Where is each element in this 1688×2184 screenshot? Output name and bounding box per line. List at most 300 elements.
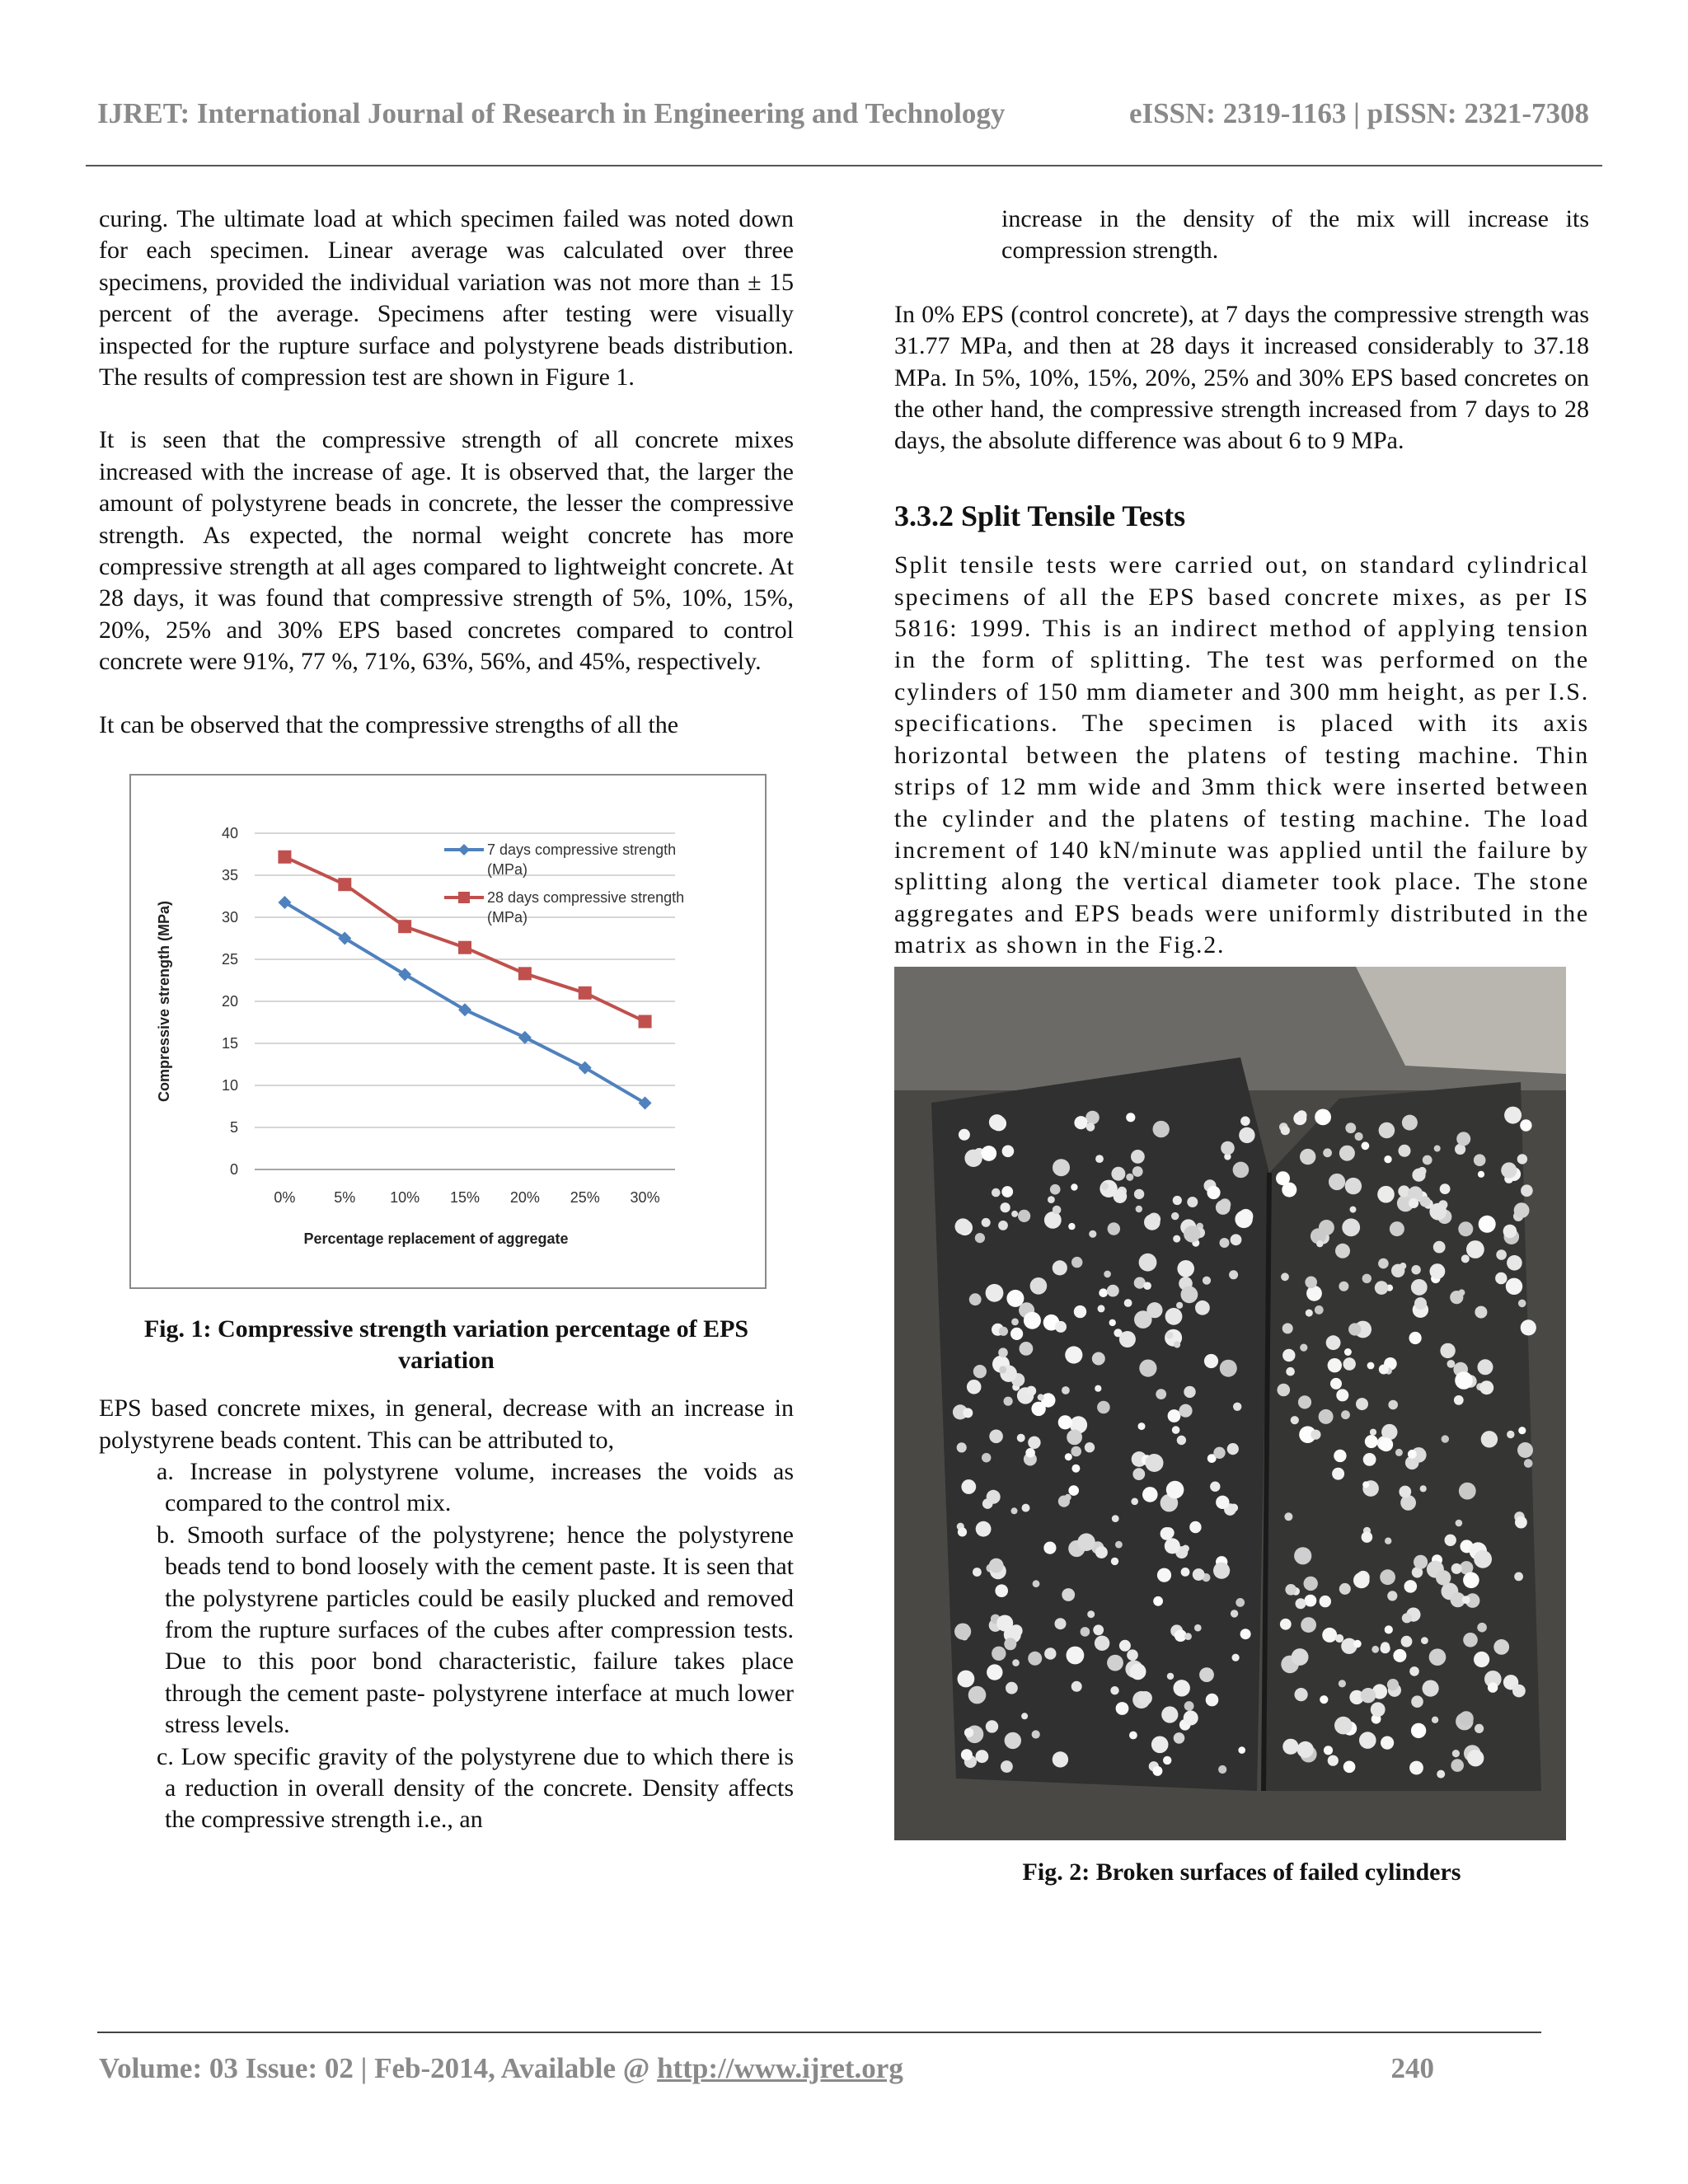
paragraph: It can be observed that the compressive strengths of all the <box>99 710 679 738</box>
eps-bead <box>986 1283 1004 1301</box>
eps-bead <box>975 1233 985 1243</box>
eps-bead <box>1139 1253 1157 1271</box>
eps-bead <box>1181 1568 1190 1577</box>
eps-bead <box>1479 1215 1496 1232</box>
x-axis-label: Percentage replacement of aggregate <box>303 1230 569 1248</box>
eps-bead <box>1238 1746 1245 1754</box>
eps-bead <box>998 1221 1008 1230</box>
eps-bead <box>976 1521 992 1536</box>
eps-bead <box>1134 1310 1152 1329</box>
eps-bead <box>1055 1320 1067 1332</box>
eps-bead <box>1412 1168 1425 1181</box>
reason-item <box>157 1741 794 1836</box>
eps-bead <box>1184 1633 1192 1640</box>
eps-bead <box>1323 1148 1332 1157</box>
eps-bead <box>1375 1281 1389 1295</box>
eps-bead <box>1385 1625 1393 1633</box>
eps-bead <box>1142 1487 1158 1502</box>
eps-bead <box>1124 1299 1132 1307</box>
reason-text: Increase in polystyrene volume, increases the voids as compared to the control mix. <box>165 1457 794 1517</box>
eps-bead <box>1452 1750 1460 1757</box>
eps-bead <box>1031 1401 1045 1415</box>
legend-label: 28 days compressive strength <box>487 889 685 907</box>
eps-bead <box>1479 1380 1493 1394</box>
eps-bead <box>1451 1563 1462 1573</box>
eps-bead <box>1400 1263 1406 1269</box>
eps-bead <box>1111 1557 1118 1564</box>
eps-bead <box>1071 1256 1082 1267</box>
eps-bead <box>1281 1126 1290 1135</box>
eps-bead <box>1151 1736 1169 1753</box>
y-axis-label: Compressive strength (MPa) <box>156 901 172 1103</box>
eps-bead <box>959 1128 970 1140</box>
eps-bead <box>987 1664 1002 1680</box>
eps-bead <box>1362 1481 1369 1488</box>
data-point <box>579 987 592 1000</box>
paragraph: increase in the density of the mix will increase its compression strength. <box>1001 205 1589 265</box>
eps-bead <box>1107 1284 1119 1296</box>
eps-bead <box>1367 1361 1375 1369</box>
eps-bead <box>1350 1206 1357 1212</box>
eps-bead <box>1362 1141 1370 1150</box>
eps-bead <box>1181 1286 1198 1303</box>
eps-bead <box>1131 1150 1145 1164</box>
eps-bead <box>1166 1480 1184 1498</box>
eps-bead <box>1184 1385 1195 1397</box>
eps-bead <box>1161 1706 1178 1722</box>
eps-bead <box>1018 1209 1030 1221</box>
figure-1-caption: Fig. 1: Compressive strength variation percentage of EPS variation <box>143 1315 749 1375</box>
eps-bead <box>1332 1467 1344 1479</box>
eps-bead <box>1343 1357 1356 1370</box>
eps-bead <box>1126 1173 1133 1180</box>
eps-bead <box>1068 1485 1079 1496</box>
data-point <box>278 851 291 864</box>
eps-bead <box>1233 1402 1241 1410</box>
left-column <box>99 204 794 1836</box>
eps-bead <box>1379 1364 1389 1374</box>
footer-link[interactable]: http://www.ijret.org <box>657 2052 903 2084</box>
eps-bead <box>1414 1554 1428 1568</box>
eps-bead <box>1401 1635 1413 1647</box>
eps-bead <box>1240 1629 1251 1639</box>
eps-bead <box>1296 1598 1306 1609</box>
eps-bead <box>1363 1453 1376 1466</box>
eps-bead <box>1085 1442 1095 1452</box>
eps-bead <box>995 1584 1008 1597</box>
footer-rule <box>97 2032 1541 2033</box>
eps-bead <box>1068 1222 1075 1229</box>
page-number: 240 <box>1390 2052 1434 2084</box>
eps-bead <box>1089 1230 1096 1237</box>
eps-bead <box>1146 1454 1164 1472</box>
eps-bead <box>1160 1527 1174 1540</box>
eps-bead <box>1345 1122 1356 1133</box>
eps-bead <box>1071 1446 1081 1456</box>
reason-item <box>157 1520 794 1741</box>
reason-marker: b. <box>157 1521 176 1549</box>
eps-bead <box>1475 1305 1487 1318</box>
eps-bead <box>1467 1750 1484 1766</box>
eps-bead <box>1379 1437 1393 1451</box>
eps-bead <box>1414 1297 1427 1310</box>
eps-bead <box>1095 1155 1104 1163</box>
eps-bead <box>1334 1449 1346 1461</box>
eps-bead <box>1163 1755 1171 1764</box>
eps-bead <box>1315 1305 1324 1315</box>
eps-bead <box>1329 1173 1345 1189</box>
eps-bead <box>1478 1170 1484 1177</box>
eps-bead <box>1292 1648 1309 1666</box>
eps-bead <box>1043 1541 1056 1554</box>
eps-bead <box>1514 1572 1523 1581</box>
y-tick-label: 15 <box>221 1035 238 1052</box>
eps-bead <box>1404 1580 1418 1593</box>
eps-bead <box>1011 1318 1019 1325</box>
eps-bead <box>1305 1594 1317 1606</box>
eps-bead <box>1119 1639 1131 1651</box>
eps-bead <box>1081 1627 1090 1637</box>
eps-bead <box>1504 1106 1522 1123</box>
eps-bead <box>1174 1732 1185 1744</box>
eps-bead <box>1220 1359 1237 1376</box>
eps-bead <box>1458 1289 1465 1296</box>
eps-bead <box>1207 1185 1220 1198</box>
eps-bead <box>1017 1433 1025 1441</box>
eps-bead <box>973 1568 982 1577</box>
eps-bead <box>1359 1732 1376 1749</box>
eps-bead <box>1104 1270 1111 1277</box>
eps-bead <box>1411 1265 1420 1274</box>
eps-bead <box>1101 1182 1109 1189</box>
eps-bead <box>1378 1258 1389 1268</box>
cylinder-half-left <box>931 1057 1269 1791</box>
eps-bead <box>967 1380 982 1394</box>
eps-bead <box>1235 1210 1252 1227</box>
eps-bead <box>1206 1693 1219 1706</box>
eps-bead <box>998 1347 1008 1357</box>
y-tick-label: 5 <box>229 1119 238 1137</box>
eps-bead <box>1342 1218 1360 1236</box>
eps-bead <box>1339 1281 1348 1291</box>
eps-bead <box>1339 1582 1351 1594</box>
eps-bead <box>1334 1716 1353 1734</box>
x-tick-label: 0% <box>274 1189 296 1207</box>
eps-bead <box>1430 1263 1446 1279</box>
eps-bead <box>1380 1569 1395 1585</box>
eps-bead <box>1058 1415 1072 1429</box>
eps-bead <box>1138 1691 1152 1705</box>
eps-bead <box>1227 1443 1239 1455</box>
eps-bead <box>961 1749 973 1760</box>
eps-bead <box>1110 1686 1118 1694</box>
eps-bead <box>982 1217 991 1226</box>
eps-bead <box>1221 1141 1235 1155</box>
eps-bead <box>1442 1435 1449 1442</box>
y-tick-label: 10 <box>221 1077 238 1094</box>
eps-bead <box>1282 1323 1293 1333</box>
eps-bead <box>1336 1389 1348 1401</box>
eps-bead <box>1053 1260 1067 1275</box>
eps-bead <box>1503 1224 1517 1238</box>
eps-bead <box>989 1114 1005 1130</box>
eps-bead <box>954 1623 971 1639</box>
eps-bead <box>1184 1226 1200 1242</box>
data-point <box>518 1031 532 1044</box>
eps-bead <box>1095 1635 1109 1650</box>
x-tick-label: 15% <box>449 1189 481 1207</box>
reason-marker: c. <box>157 1742 174 1770</box>
eps-bead <box>1474 1651 1489 1666</box>
eps-bead <box>1011 1210 1018 1216</box>
x-tick-label: 20% <box>509 1189 540 1207</box>
eps-bead <box>1362 1273 1372 1282</box>
eps-bead <box>1361 1688 1376 1703</box>
eps-bead <box>1213 1446 1225 1458</box>
eps-bead <box>955 1218 972 1235</box>
eps-bead <box>1095 1385 1101 1391</box>
eps-bead <box>1507 1255 1522 1271</box>
eps-bead <box>1518 1427 1526 1434</box>
eps-bead <box>1353 1572 1370 1588</box>
eps-bead <box>1362 1531 1373 1543</box>
eps-bead <box>1022 1503 1030 1511</box>
eps-bead <box>1195 1300 1210 1315</box>
eps-bead <box>1291 1416 1299 1424</box>
eps-bead <box>1231 1234 1242 1245</box>
eps-bead <box>961 1479 976 1494</box>
eps-bead <box>1409 1760 1423 1774</box>
eps-bead <box>1488 1682 1498 1692</box>
eps-bead <box>1445 1534 1456 1545</box>
footer-volume-text: Volume: 03 Issue: 02 | Feb-2014, Available @ <box>99 2052 658 2084</box>
eps-bead <box>1423 1680 1439 1696</box>
section-heading: 3.3.2 Split Tensile Tests <box>894 499 1186 532</box>
eps-bead <box>964 1149 982 1166</box>
eps-bead <box>1176 1301 1183 1308</box>
eps-bead <box>1343 1760 1356 1773</box>
eps-bead <box>1011 1507 1018 1514</box>
eps-bead <box>1458 1221 1473 1236</box>
y-tick-label: 40 <box>221 825 238 842</box>
eps-bead <box>1204 1353 1218 1367</box>
paragraph: curing. The ultimate load at which specimen failed was noted down for each specimen. Linear average was calculated over three specimens, provided the individual variation was not more than ± 15 percent of the average. Specimens after testing were visually inspected for the rupture surface and polystyrene beads distribution. The results of compression test are shown in Figure 1. <box>99 205 794 391</box>
eps-bead <box>1320 1595 1331 1606</box>
eps-bead <box>1515 1516 1527 1528</box>
eps-bead <box>1067 1429 1082 1445</box>
eps-bead <box>1520 1119 1531 1131</box>
eps-bead <box>992 1646 1006 1660</box>
eps-bead <box>1095 1546 1108 1558</box>
eps-bead <box>1474 1549 1492 1568</box>
eps-bead <box>1099 1288 1108 1297</box>
eps-bead <box>963 1408 973 1418</box>
page-header <box>97 97 1589 130</box>
eps-bead <box>1233 1161 1250 1178</box>
eps-bead <box>1390 1221 1404 1236</box>
eps-bead <box>1166 1331 1174 1338</box>
eps-bead <box>1028 1651 1042 1665</box>
y-tick-label: 0 <box>229 1161 238 1179</box>
eps-bead <box>1311 1429 1320 1439</box>
eps-bead <box>1501 1162 1517 1178</box>
eps-bead <box>1134 1188 1144 1198</box>
eps-bead <box>1421 1637 1428 1644</box>
eps-bead <box>1399 1485 1411 1497</box>
eps-bead <box>1433 1240 1446 1253</box>
eps-bead <box>1297 1741 1314 1757</box>
y-tick-label: 35 <box>221 867 238 884</box>
eps-bead <box>1020 1342 1034 1356</box>
paragraph: It is seen that the compressive strength of all concrete mixes increased with the increase of age. It is observed that, the larger the amount of polystyrene beads in concrete, the lesser the compressive strength. As expected, the normal weight concrete has more compressive strength at all ages compared to lightweight concrete. At 28 days, it was found that compressive strength of 5%, 10%, 15%, 20%, 25% and 30% EPS based concretes compared to control concrete were 91%, 77 %, 71%, 63%, 56%, and 45%, respectively. <box>99 426 794 676</box>
eps-bead <box>1171 1212 1179 1219</box>
eps-bead <box>1300 1343 1307 1351</box>
eps-bead <box>1240 1116 1250 1126</box>
eps-bead <box>1459 1711 1474 1726</box>
eps-bead <box>1455 1371 1473 1390</box>
eps-bead <box>1420 1485 1427 1492</box>
eps-bead <box>1335 1243 1350 1258</box>
eps-bead <box>1116 1702 1129 1715</box>
y-tick-label: 25 <box>221 951 238 968</box>
eps-bead <box>1285 1584 1296 1596</box>
eps-bead <box>1328 1755 1339 1765</box>
eps-bead <box>1062 1588 1075 1601</box>
eps-bead <box>1518 1299 1526 1307</box>
eps-bead <box>1286 1366 1295 1376</box>
eps-bead <box>1038 1394 1044 1400</box>
eps-bead <box>1316 1240 1323 1247</box>
eps-bead <box>1127 1649 1138 1661</box>
y-tick-label: 30 <box>221 909 238 926</box>
eps-bead <box>1210 1481 1220 1491</box>
eps-bead <box>1387 1591 1397 1601</box>
eps-bead <box>1393 1648 1406 1661</box>
eps-bead <box>1026 1385 1036 1395</box>
right-column <box>894 204 1589 1905</box>
eps-bead <box>1071 1183 1077 1190</box>
reason-marker: a. <box>157 1457 174 1485</box>
figure-2-caption: Fig. 2: Broken surfaces of failed cylinders <box>1022 1858 1461 1886</box>
eps-bead <box>1348 1323 1361 1335</box>
eps-bead <box>1167 1672 1174 1679</box>
eps-bead <box>1199 1667 1214 1682</box>
eps-bead <box>1157 1568 1171 1582</box>
eps-bead <box>1093 1624 1104 1635</box>
eps-bead <box>1048 1196 1055 1203</box>
eps-bead <box>1372 1645 1379 1652</box>
paragraph: In 0% EPS (control concrete), at 7 days the compressive strength was 31.77 MPa, and then at 28 days it increased considerably to 37.18 MPa. In 5%, 10%, 15%, 20%, 25% and 30% EPS based concretes on the other hand, the compressive strength increased from 7 days to 28 days, the absolute difference was about 6 to 9 MPa. <box>894 300 1589 455</box>
eps-bead <box>1521 1319 1536 1335</box>
eps-bead <box>1305 1276 1317 1288</box>
eps-bead <box>1153 1120 1170 1137</box>
issn-info: eISSN: 2319-1163 | pISSN: 2321-7308 <box>1128 97 1589 129</box>
eps-bead <box>1062 1386 1070 1394</box>
eps-bead <box>1097 1400 1110 1413</box>
eps-bead <box>1002 1145 1015 1157</box>
eps-bead <box>1512 1684 1526 1697</box>
eps-bead <box>1440 1343 1455 1357</box>
eps-bead <box>1065 1493 1071 1500</box>
eps-bead <box>1179 1404 1192 1417</box>
eps-bead <box>986 1720 998 1732</box>
reason-text: Low specific gravity of the polystyrene due to which there is a reduction in overall density of the concrete. Density affects the compressive strength i.e., an <box>165 1742 794 1834</box>
eps-bead <box>1189 1521 1201 1532</box>
eps-bead <box>969 1293 982 1305</box>
eps-bead <box>1168 1409 1181 1422</box>
eps-bead <box>1033 1580 1040 1587</box>
legend-marker <box>458 844 470 855</box>
eps-bead <box>1112 1515 1119 1522</box>
eps-bead <box>1220 1238 1230 1248</box>
eps-bead <box>1077 1533 1095 1551</box>
eps-bead <box>1129 1731 1137 1739</box>
reasons-list <box>99 1456 794 1836</box>
eps-bead <box>992 1188 1001 1197</box>
eps-bead <box>1092 1352 1105 1365</box>
eps-bead <box>1463 1633 1478 1647</box>
eps-bead <box>1173 1235 1180 1242</box>
photo-svg <box>894 967 1566 1840</box>
eps-bead <box>1108 1222 1120 1235</box>
eps-bead <box>981 1146 996 1161</box>
eps-bead <box>1496 1249 1507 1260</box>
eps-bead <box>982 1453 991 1462</box>
eps-bead <box>1139 1359 1156 1376</box>
eps-bead <box>1107 1654 1123 1671</box>
x-tick-label: 10% <box>390 1189 420 1207</box>
eps-bead <box>1315 1108 1331 1125</box>
eps-bead <box>1172 1426 1180 1434</box>
eps-bead <box>987 1489 1001 1503</box>
eps-bead <box>1126 1113 1135 1122</box>
eps-bead <box>1295 1688 1308 1701</box>
eps-bead <box>1193 1568 1205 1581</box>
eps-bead <box>1024 1311 1041 1329</box>
eps-bead <box>1281 1272 1289 1281</box>
eps-bead <box>1474 1154 1486 1166</box>
eps-bead <box>1229 1270 1238 1279</box>
legend-label-unit: (MPa) <box>487 861 528 879</box>
eps-bead <box>1187 1197 1198 1207</box>
eps-bead <box>1065 1346 1082 1363</box>
data-point <box>639 1015 652 1029</box>
eps-bead <box>968 1685 987 1704</box>
eps-bead <box>1434 1145 1441 1151</box>
eps-bead <box>1044 1647 1056 1659</box>
eps-bead <box>999 1366 1006 1373</box>
eps-bead <box>1184 1710 1198 1725</box>
eps-bead <box>1521 1184 1533 1197</box>
eps-bead <box>1001 1186 1013 1197</box>
eps-bead <box>1324 1746 1333 1755</box>
eps-bead <box>1044 1212 1062 1229</box>
eps-bead <box>1298 1395 1311 1408</box>
data-point <box>458 941 471 954</box>
eps-bead <box>1395 1448 1403 1455</box>
series-line <box>284 902 645 1103</box>
eps-bead <box>1506 1277 1522 1294</box>
eps-bead <box>1156 1389 1166 1399</box>
eps-bead <box>1236 1598 1245 1607</box>
eps-bead <box>1411 1695 1423 1708</box>
eps-bead <box>999 1326 1008 1335</box>
eps-bead <box>1356 1398 1368 1410</box>
reason-item <box>157 1456 794 1520</box>
eps-bead <box>1429 1648 1447 1666</box>
eps-bead <box>1005 1732 1021 1748</box>
eps-bead <box>1032 1730 1040 1738</box>
